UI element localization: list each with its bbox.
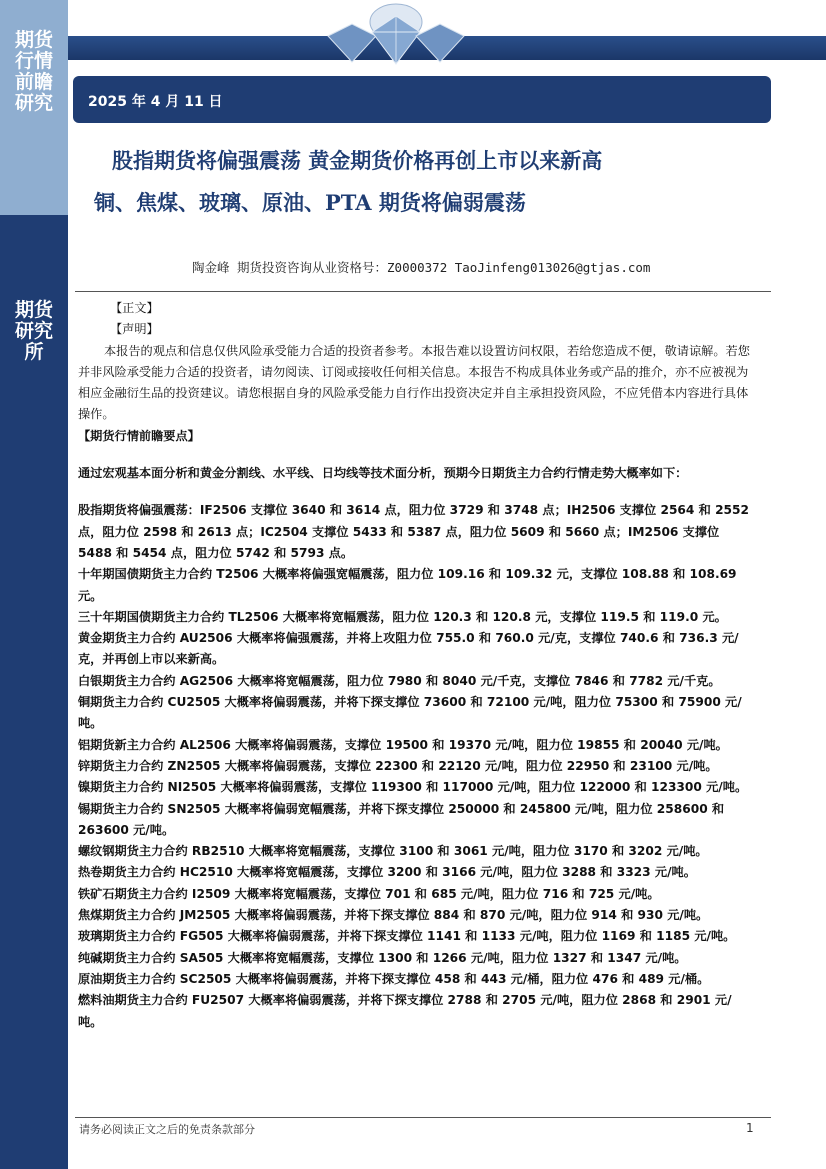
diamond-logo-icon: [322, 2, 470, 66]
list-item: 股指期货将偏强震荡：IF2506 支撑位 3640 和 3614 点，阻力位 3729 和 3748 点；IH2506 支撑位 2564 和 2552 点，阻力位 2598 和 2613 点；IC2504 支撑位 5433 和 5387 点，阻力位 5609 和 5660 点；IM2506 支撑位 5488 和 5454 点，阻力位 5742 和 5793 点。: [78, 503, 749, 560]
list-item: 铝期货新主力合约 AL2506 大概率将偏弱震荡，支撑位 19500 和 19370 元/吨，阻力位 19855 和 20040 元/吨。: [78, 737, 728, 752]
list-item: 三十年期国债期货主力合约 TL2506 大概率将宽幅震荡，阻力位 120.3 和 120.8 元，支撑位 119.5 和 119.0 元。: [78, 609, 727, 624]
section-main-heading: 【正文】: [110, 301, 159, 315]
statement-text: 本报告的观点和信息仅供风险承受能力合适的投资者参考。本报告难以设置访问权限，若给您造成不便，敬请谅解。若您并非风险承受能力合适的投资者，请勿阅读、订阅或接收任何相关信息。本报告不构成具体业务或产品的推介，亦不应被视为相应金融衍生品的投资建议。请您根据自身的风险承受能力自行作出投资决定并自主承担投资风险，不应凭借本内容进行具体操作。: [78, 343, 750, 422]
footer-disclaimer: 请务必阅读正文之后的免责条款部分: [79, 1123, 255, 1136]
list-item: 锌期货主力合约 ZN2505 大概率将偏弱震荡，支撑位 22300 和 22120 元/吨，阻力位 22950 和 23100 元/吨。: [78, 758, 718, 773]
section-points-heading: 【期货行情前瞻要点】: [78, 428, 200, 443]
footer-divider: [75, 1117, 771, 1118]
list-item: 十年期国债期货主力合约 T2506 大概率将偏强宽幅震荡，阻力位 109.16 和 109.32 元，支撑位 108.88 和 108.69 元。: [78, 567, 737, 603]
list-item: 原油期货主力合约 SC2505 大概率将偏弱震荡，并将下探支撑位 458 和 443 元/桶，阻力位 476 和 489 元/桶。: [78, 971, 710, 986]
list-item: 镍期货主力合约 NI2505 大概率将偏弱震荡，支撑位 119300 和 117000 元/吨，阻力位 122000 和 123300 元/吨。: [78, 780, 748, 795]
sidebar-bottom-label: 期货研究所: [14, 299, 53, 363]
list-item: 焦煤期货主力合约 JM2505 大概率将偏弱震荡，并将下探支撑位 884 和 870 元/吨，阻力位 914 和 930 元/吨。: [78, 908, 709, 923]
list-item: 铜期货主力合约 CU2505 大概率将偏弱震荡，并将下探支撑位 73600 和 72100 元/吨，阻力位 75300 和 75900 元/吨。: [78, 695, 742, 731]
report-date: 2025 年 4 月 11 日: [88, 94, 223, 110]
page-number: 1: [746, 1121, 754, 1135]
list-item: 螺纹钢期货主力合约 RB2510 大概率将宽幅震荡，支撑位 3100 和 3061 元/吨，阻力位 3170 和 3202 元/吨。: [78, 844, 708, 859]
list-item: 纯碱期货主力合约 SA505 大概率将宽幅震荡，支撑位 1300 和 1266 元/吨，阻力位 1327 和 1347 元/吨。: [78, 950, 687, 965]
list-item: 燃料油期货主力合约 FU2507 大概率将偏弱震荡，并将下探支撑位 2788 和 2705 元/吨，阻力位 2868 和 2901 元/吨。: [78, 993, 732, 1029]
list-item: 玻璃期货主力合约 FG505 大概率将偏弱震荡，并将下探支撑位 1141 和 1133 元/吨，阻力位 1169 和 1185 元/吨。: [78, 929, 736, 944]
section-statement-heading: 【声明】: [110, 322, 159, 337]
list-item: 锡期货主力合约 SN2505 大概率将偏弱宽幅震荡，并将下探支撑位 250000 和 245800 元/吨，阻力位 258600 和 263600 元/吨。: [78, 801, 725, 837]
divider: [75, 291, 771, 292]
report-title-line2: 铜、焦煤、玻璃、原油、PTA 期货将偏弱震荡: [94, 190, 526, 215]
points-intro: 通过宏观基本面分析和黄金分割线、水平线、日均线等技术面分析，预期今日期货主力合约行情走势大概率如下：: [78, 466, 688, 481]
report-body: [78, 298, 754, 1033]
sidebar-top-label: 期货行情前瞻研究: [14, 29, 53, 114]
report-title-line1: 股指期货将偏强震荡 黄金期货价格再创上市以来新高: [112, 148, 603, 173]
list-item: 铁矿石期货主力合约 I2509 大概率将宽幅震荡，支撑位 701 和 685 元/吨，阻力位 716 和 725 元/吨。: [78, 886, 660, 901]
author-line: 陶金峰 期货投资咨询从业资格号：Z0000372 TaoJinfeng013026@gtjas.com: [192, 260, 651, 275]
list-item: 热卷期货主力合约 HC2510 大概率将宽幅震荡，支撑位 3200 和 3166 元/吨，阻力位 3288 和 3323 元/吨。: [78, 865, 696, 880]
list-item: 黄金期货主力合约 AU2506 大概率将偏强震荡，并将上攻阻力位 755.0 和 760.0 元/克，支撑位 740.6 和 736.3 元/克，并再创上市以来新高。: [78, 631, 739, 667]
list-item: 白银期货主力合约 AG2506 大概率将宽幅震荡，阻力位 7980 和 8040 元/千克，支撑位 7846 和 7782 元/千克。: [78, 673, 721, 688]
